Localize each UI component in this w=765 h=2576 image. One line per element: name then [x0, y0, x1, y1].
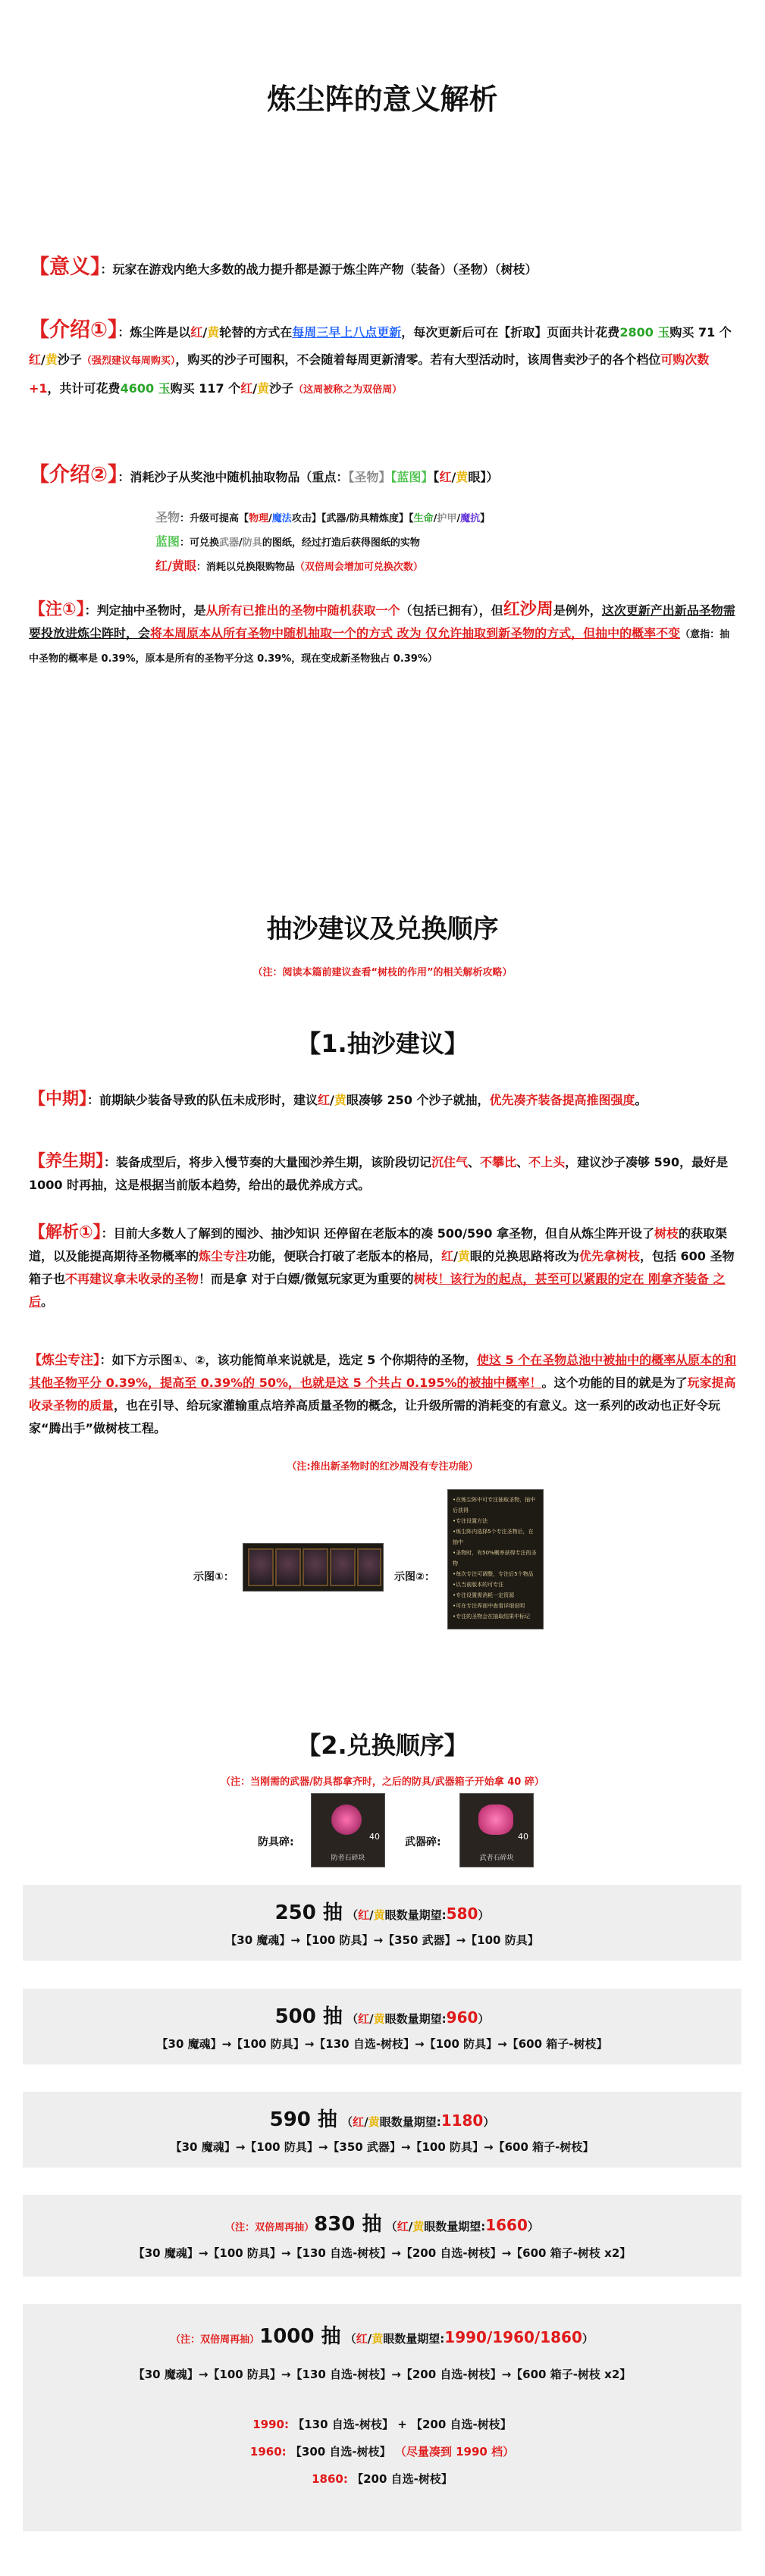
intro1-text: 购买 117 个 [170, 381, 241, 396]
yellow-text: 黄 [45, 352, 58, 367]
yellow-text: 黄 [373, 2012, 385, 2026]
tier-exp-value: 1180 [441, 2111, 484, 2130]
red-text: 红 [29, 352, 42, 367]
mid-tag: 【中期】 [29, 1090, 88, 1109]
slash: / [456, 513, 461, 524]
meaning-text: ：玩家在游戏内绝大多数的战力提升都是源于炼尘阵产物（装备）（圣物）（树枝） [100, 262, 538, 277]
red-text: 红 [240, 381, 253, 396]
list-text: 】 [480, 513, 491, 524]
note1-text: （包括已拥有） [400, 603, 479, 618]
tier-exp-value: 1990/1960/1860 [444, 2328, 582, 2346]
list-note: （双倍周会增加可兑换次数） [294, 562, 423, 573]
weapon-label: 武器碎: [405, 1836, 441, 1848]
meaning-tag: 【意义】 [29, 255, 101, 279]
focus-red: 使这 5 个在圣物总池中被抽中的概率从原本的和其他圣物平分 0.39%，提高至 0.39%的 50%，也就是这 5 个共占 0.195%的被抽中概率！ [29, 1353, 737, 1390]
intro2-text: ） [486, 470, 499, 484]
sub2-note-text: （注：当刚需的武器/防具都拿齐时，之后的防具/武器箱子开始拿 40 碎） [221, 1776, 544, 1788]
slash: / [41, 352, 45, 367]
slash: / [330, 1093, 334, 1107]
list-text: ：可兑换 [180, 537, 220, 549]
red-text: 红 [190, 325, 203, 340]
intro2-list [155, 506, 732, 579]
analysis-red: 炼尘专注 [199, 1249, 248, 1263]
yellow-text: 黄 [457, 1249, 470, 1263]
late-tag: 【养生期】 [29, 1152, 105, 1171]
sub2-title: 【2.兑换顺序】 [296, 1731, 469, 1760]
tier-box-590 [23, 2092, 741, 2168]
armor-label: 防具碎: [258, 1836, 294, 1848]
intro1-text: ：炼尘阵是以 [118, 325, 191, 340]
fig1-label: 示图①： [193, 1571, 234, 1583]
red-sand-week: 红沙周 [503, 600, 553, 619]
late-red: 不攀比 [480, 1155, 517, 1169]
tier-exp-label: 眼数量期望: [384, 1908, 447, 1922]
list-item [155, 555, 732, 579]
late-red: 不上头 [528, 1155, 566, 1169]
red-text: 红 [358, 1908, 370, 1922]
tier-exp-label: 眼数量期望: [384, 2012, 447, 2026]
focus-text: ：如下方示图①、②，该功能简单来说就是，选定 5 个你期待的圣物， [99, 1353, 477, 1367]
slash: / [453, 1249, 458, 1263]
item-name: 武者石碎块 [479, 1855, 514, 1862]
intro1-text: 沙子 [269, 381, 294, 396]
page-title: 炼尘阵的意义解析 [267, 83, 498, 116]
intro2-paragraph [29, 464, 738, 489]
armor-text: 护甲 [437, 513, 457, 524]
fig2-line: •圣物时，有50%概率获得专注的圣物 [453, 1550, 537, 1567]
relic-card [303, 1548, 328, 1586]
mid-text: 。 [635, 1093, 647, 1107]
yellow-text: 黄 [456, 470, 469, 484]
slash: / [239, 537, 243, 549]
extra-label: 1960: [249, 2445, 287, 2459]
late-text: ，建议沙子凑够 590，最好是 1000 时再抽，这是根据当前版本趋势，给出的最优养成方式。 [29, 1155, 729, 1192]
tier-prefix: （注：双倍周再抽） [171, 2334, 260, 2346]
tier-sequence: 【30 魔魂】→【100 防具】→【130 自选-树枝】→【200 自选-树枝】→【600 箱子-树枝 x2】 [133, 2246, 632, 2260]
note1-text: 是例外， [553, 603, 602, 618]
tier-box-250 [23, 1885, 741, 1961]
fig2-line: •在炼尘阵中可专注抽取圣物，抽中后获得 [453, 1497, 536, 1513]
fig2-screenshot [447, 1489, 544, 1629]
relic-card [357, 1548, 381, 1586]
analysis-red: ！该行为的起点，甚至可以紧跟的定在 刚拿齐装备 之后 [29, 1272, 726, 1309]
jade-amount: 4600 玉 [120, 381, 171, 396]
intro1-text: ，每次更新后可在【折取】页面共计花费 [401, 325, 620, 340]
extra-line-1960 [23, 2443, 741, 2459]
focus-text: 。这个功能的目的就是为了 [541, 1376, 688, 1390]
slash: / [268, 513, 272, 524]
list-item [155, 506, 732, 531]
intro1-text: ，共计可花费 [47, 381, 121, 396]
focus-red: 玩家提高收录圣物的质量 [29, 1376, 736, 1413]
slash: / [433, 513, 437, 524]
red-text: 红 [318, 1093, 331, 1107]
intro1-note: （强烈建议每周购买） [81, 355, 176, 367]
fig2-line: •炼尘阵内选择5个专注圣物后，在抽中 [453, 1529, 534, 1545]
late-paragraph: 【养生期】：装备成型后，将步入慢节奏的大量囤沙养生期，该阶段切记沉住气、不攀比、不上头，建议沙子凑够 590，最好是 1000 时再抽，这是根据当前版本趋势，给出的最优养成方式。 [29, 1152, 729, 1192]
tier-title: 590 抽 [269, 2108, 337, 2131]
sub2-note [0, 1773, 765, 1788]
item-name: 防者石碎块 [331, 1855, 365, 1862]
analysis-text: 的获取渠道，以及能提高期待圣物概率的 [29, 1226, 728, 1263]
focus-tag: 【炼尘专注】 [29, 1353, 100, 1368]
tier-prefix: （注：双倍周再抽） [225, 2222, 315, 2233]
weapon-text: 武器 [219, 537, 240, 549]
analysis-text: ！而是拿 对于白嫖/微氪玩家更为重要的 [199, 1272, 414, 1286]
analysis-tag: 【解析①】 [29, 1223, 102, 1242]
keyword-blueprint: 【蓝图】 [390, 470, 434, 484]
section2-note [0, 964, 765, 978]
fig2-line: •可在专注界面中查看详细说明 [453, 1603, 525, 1609]
slash: / [451, 470, 456, 484]
yellow-text: 黄 [372, 2332, 384, 2346]
red-text: 红 [356, 2332, 368, 2346]
section2-note-text: （注：阅读本篇前建议查看“树枝的作用”的相关解析攻略） [252, 967, 513, 978]
focus-center-note-text: （注:推出新圣物时的红沙周没有专注功能） [287, 1461, 478, 1473]
list-text: 攻击】【武器/防具精炼度】【 [291, 513, 414, 524]
note1-text: ，但 [478, 603, 503, 618]
red-text: 红 [439, 470, 452, 484]
bracket: 【 [433, 470, 440, 484]
slash: / [202, 325, 208, 340]
focus-paragraph [29, 1349, 738, 1440]
tier-heading: 250 抽 （红/黄眼数量期望:580） [274, 1901, 490, 1924]
update-time-link[interactable]: 每周三早上八点更新 [292, 325, 402, 340]
sub1-title: 【1.抽沙建议】 [296, 1029, 469, 1058]
analysis-text: 。 [41, 1294, 54, 1309]
yellow-text: 黄 [373, 1908, 385, 1922]
relic-label: 圣物 [155, 510, 180, 524]
hp-text: 生命 [413, 513, 434, 524]
analysis-red: 树枝 [413, 1272, 438, 1286]
tier-exp-label: 眼数量期望: [424, 2220, 486, 2233]
red-text: 红 [358, 2012, 370, 2026]
analysis-text: 功能，便联合打破了老版本的格局， [247, 1249, 442, 1263]
mid-red: 优先凑齐装备提高推图强度 [489, 1093, 635, 1107]
note1-text: （意指：抽中圣物的概率是 0.39%，原本是所有的圣物平分这 0.39%，现在变成新圣物独占 0.39%） [29, 629, 730, 665]
analysis-text: ：目前大多数人了解到的囤沙、抽沙知识 还停留在老版本的凑 500/590 拿圣物，但自从炼尘阵开设了 [101, 1226, 654, 1241]
eye-label: 红/黄眼 [155, 559, 196, 573]
fig2-line: •专注设置方法 [453, 1518, 488, 1524]
note1-text: ：判定抽中圣物时，是 [84, 603, 206, 618]
extra-line-1860 [23, 2471, 741, 2487]
red-text: 红 [353, 2115, 365, 2129]
yellow-text: 黄 [412, 2220, 425, 2233]
analysis-red: 不再建议拿未收录的圣物 [65, 1272, 199, 1286]
magic-text: 魔法 [271, 513, 292, 524]
fig2-label: 示图②： [394, 1571, 435, 1583]
analysis-red: 优先拿树枝 [578, 1249, 640, 1263]
tier-box-500 [23, 1989, 741, 2064]
fig2-line: •专注的圣物会在抽取结果中标记 [453, 1614, 531, 1620]
intro1-text: 购买 71 个 [669, 325, 732, 340]
mres-text: 魔抗 [460, 513, 481, 524]
extra-text: 【200 自选-树枝】 [352, 2472, 453, 2486]
shard-gem-icon [478, 1804, 513, 1835]
meaning-paragraph [29, 256, 738, 281]
tier-sequence: 【30 魔魂】→【100 防具】→【130 自选-树枝】→【100 防具】→【600 箱子-树枝】 [156, 2037, 608, 2051]
extra-note: （尽量凑到 1990 档） [394, 2445, 515, 2459]
tier-exp-value: 580 [446, 1905, 478, 1923]
tier-heading: （注：双倍周再抽）830 抽 （红/黄眼数量期望:1660） [225, 2213, 539, 2236]
fig1-screenshot [243, 1543, 384, 1592]
list-text: 的图纸，经过打造后获得图纸的实物 [262, 537, 420, 549]
intro1-note: （这周被称之为双倍周） [293, 384, 403, 396]
list-text: ：升级可提高【 [180, 513, 249, 524]
intro1-paragraph [29, 317, 738, 404]
late-text: ：装备成型后，将步入慢节奏的大量囤沙养生期，该阶段切记 [104, 1155, 432, 1169]
armor-text: 防具 [242, 537, 262, 549]
extra-label: 1990: [252, 2418, 289, 2431]
note1-text: 这次更新产出新品圣物需要投放进炼尘阵时，会 [29, 603, 735, 640]
red-text: 红 [441, 1249, 454, 1263]
yellow-text: 黄 [207, 325, 220, 340]
keyword-relic: 【圣物】 [348, 470, 391, 484]
bracket: 眼】 [468, 470, 487, 484]
tier-heading: 500 抽 （红/黄眼数量期望:960） [274, 2005, 490, 2028]
item-count: 40 [369, 1832, 380, 1842]
weapon-shard-icon [459, 1793, 534, 1867]
intro1-text: 沙子 [57, 352, 82, 367]
note1-red: 将本周原本从所有圣物中随机抽取一个的方式 改为 仅允许抽取到新圣物的方式，但抽中的概率不变 [150, 626, 681, 640]
note1-tag: 【注①】 [29, 600, 85, 619]
tier-sequence: 【30 魔魂】→【100 防具】→【130 自选-树枝】→【200 自选-树枝】→【600 箱子-树枝 x2】 [133, 2368, 632, 2381]
yellow-text: 黄 [334, 1093, 346, 1107]
tier-box-830 [23, 2195, 741, 2277]
focus-text: ，也在引导、给玩家灌输重点培养高质量圣物的概念，让升级所需的消耗变的有意义。这一系列的改动也正好令玩家“腾出手”做树枝工程。 [29, 1398, 721, 1435]
extra-label: 1860: [312, 2472, 348, 2486]
shard-gem-icon [331, 1804, 362, 1835]
extra-text: 【130 自选-树枝】 + 【200 自选-树枝】 [293, 2418, 512, 2431]
tier-box-1000 [23, 2304, 741, 2531]
analysis-paragraph [29, 1222, 738, 1313]
yellow-text: 黄 [257, 381, 270, 396]
intro2-tag: 【介绍②】 [29, 463, 118, 487]
physical-text: 物理 [249, 513, 269, 524]
jade-amount: 2800 玉 [619, 325, 670, 340]
tier-exp-value: 1660 [485, 2216, 528, 2234]
analysis-red: 树枝 [654, 1226, 679, 1241]
extra-line-1990 [23, 2416, 741, 2432]
red-text: 红 [397, 2220, 409, 2233]
tier-title: 500 抽 [274, 2005, 343, 2028]
yellow-text: 黄 [368, 2115, 380, 2129]
tier-title: 830 抽 [314, 2213, 382, 2236]
blueprint-label: 蓝图 [155, 534, 180, 549]
relic-card [275, 1548, 301, 1586]
note1-paragraph [29, 599, 738, 671]
tier-heading: （注：双倍周再抽）1000 抽 （红/黄眼数量期望:1990/1960/1860） [171, 2325, 594, 2348]
tier-title: 250 抽 [274, 1901, 343, 1924]
tier-sequence: 【30 魔魂】→【100 防具】→【350 武器】→【100 防具】→【600 箱子-树枝】 [170, 2140, 594, 2154]
tier-heading: 590 抽 （红/黄眼数量期望:1180） [269, 2108, 495, 2131]
relic-card [330, 1548, 356, 1586]
section2-title: 抽沙建议及兑换顺序 [266, 914, 499, 944]
intro2-text: ：消耗沙子从奖池中随机抽取物品（重点： [118, 470, 349, 484]
extra-text: 【300 自选-树枝】 [290, 2445, 391, 2459]
intro1-tag: 【介绍①】 [29, 318, 118, 342]
red-text: 可购次数+1 [29, 352, 710, 396]
list-text: ：消耗以兑换限购物品 [196, 562, 295, 573]
fig2-line: •每次专注可调整，专注后5个物品 [453, 1571, 534, 1577]
intro1-text: 轮替的方式在 [219, 325, 293, 340]
list-item [155, 531, 732, 555]
mid-text: ：前期缺少装备导致的队伍未成形时，建议 [87, 1093, 318, 1107]
analysis-text: ，包括 600 圣物箱子也 [29, 1249, 735, 1286]
tier-exp-label: 眼数量期望: [383, 2332, 445, 2346]
fig2-line: •专注设置需消耗一定资源 [453, 1592, 515, 1598]
tier-sequence: 【30 魔魂】→【100 防具】→【350 武器】→【100 防具】 [225, 1933, 539, 1947]
analysis-text: 眼的兑换思路将改为 [469, 1249, 579, 1263]
intro1-text: ，购买的沙子可囤积，不会随着每周更新清零。若有大型活动时，该周售卖沙子的各个档位 [175, 352, 661, 367]
relic-card [248, 1548, 274, 1586]
tier-title: 1000 抽 [259, 2325, 341, 2348]
armor-shard-icon [311, 1793, 385, 1867]
mid-paragraph [29, 1088, 738, 1112]
mid-text: 眼凑够 250 个沙子就抽， [346, 1093, 490, 1107]
item-count: 40 [518, 1832, 528, 1842]
tier-exp-label: 眼数量期望: [379, 2115, 441, 2129]
fig2-line: •以当前版本的可专注 [453, 1582, 504, 1588]
late-red: 沉住气 [431, 1155, 469, 1169]
focus-center-note [0, 1458, 765, 1473]
tier-exp-value: 960 [446, 2008, 478, 2027]
note1-red: 从所有已推出的圣物中随机获取一个 [205, 603, 400, 618]
slash: / [252, 381, 258, 396]
